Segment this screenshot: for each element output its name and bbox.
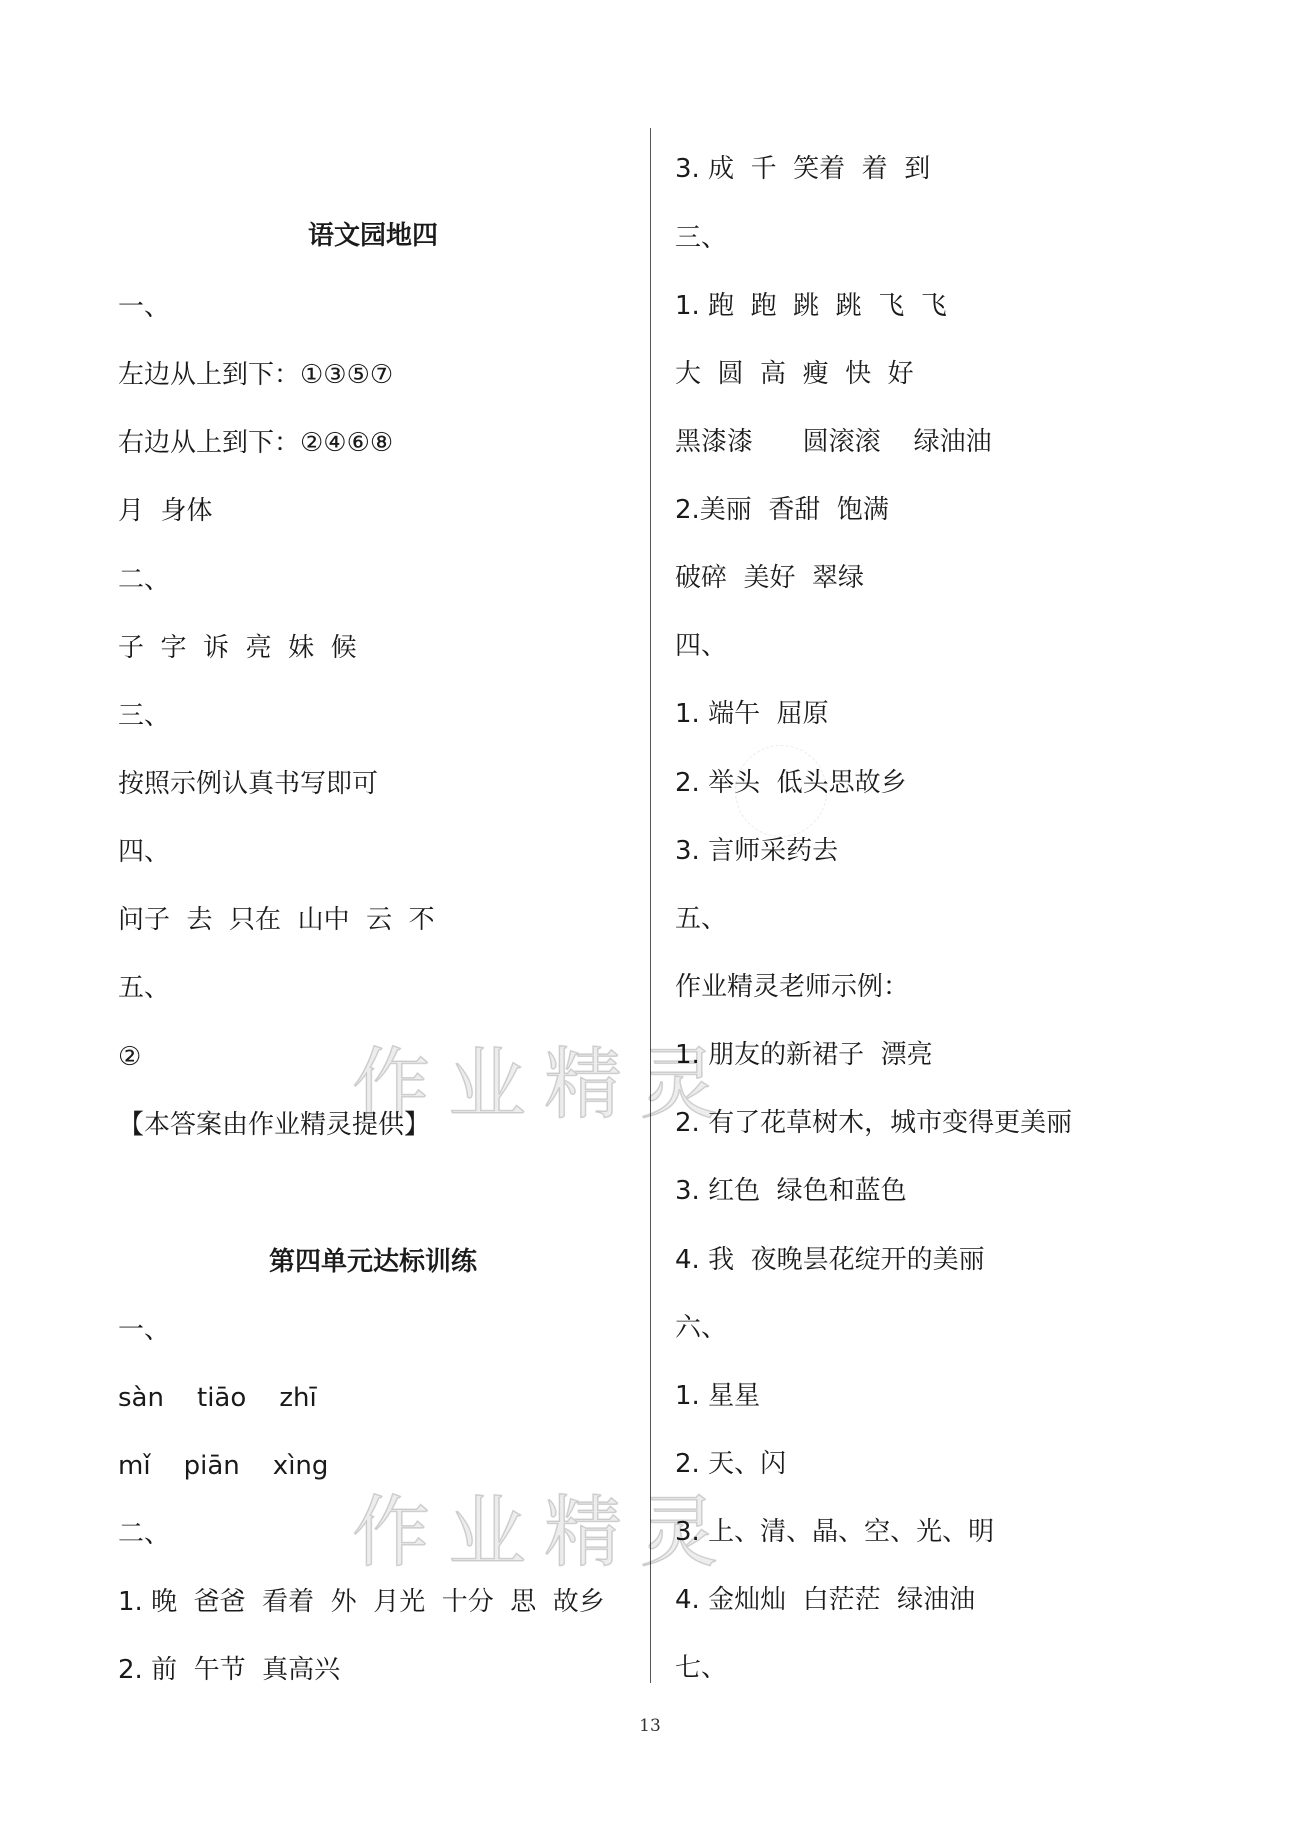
answer-line: 1. 端午 屈原 bbox=[675, 699, 829, 729]
answer-line: 1. 跑 跑 跳 跳 飞 飞 bbox=[675, 291, 947, 321]
answer-line: 3. 红色 绿色和蓝色 bbox=[675, 1176, 907, 1206]
answer-line: 1. 星星 bbox=[675, 1381, 761, 1411]
answer-line: 2. 天、闪 bbox=[675, 1449, 787, 1479]
answer-line: 大 圆 高 瘦 快 好 bbox=[675, 359, 914, 389]
answer-line: 3. 言师采药去 bbox=[675, 836, 839, 866]
answer-line: 2.美丽 香甜 饱满 bbox=[675, 495, 889, 525]
section-header: 四、 bbox=[118, 837, 171, 867]
answer-line: 4. 金灿灿 白茫茫 绿油油 bbox=[675, 1585, 976, 1615]
section-header: 一、 bbox=[118, 292, 171, 322]
answer-line: 1. 朋友的新裙子 漂亮 bbox=[675, 1040, 933, 1070]
section-header: 四、 bbox=[675, 631, 728, 661]
answer-line: ② bbox=[118, 1042, 142, 1072]
section-header: 一、 bbox=[118, 1315, 171, 1345]
answer-line: 2. 前 午节 真高兴 bbox=[118, 1655, 341, 1685]
answer-line: 3. 成 千 笑着 着 到 bbox=[675, 154, 931, 184]
answer-line: 破碎 美好 翠绿 bbox=[675, 563, 865, 593]
answer-line: 2. 有了花草树木，城市变得更美丽 bbox=[675, 1108, 1073, 1138]
section-header: 七、 bbox=[675, 1653, 728, 1683]
answer-line: 2. 举头 低头思故乡 bbox=[675, 768, 907, 798]
answer-line: 3. 上、清、晶、空、光、明 bbox=[675, 1517, 995, 1547]
section-header: 三、 bbox=[118, 701, 171, 731]
faint-stamp bbox=[735, 745, 827, 837]
section-header: 五、 bbox=[675, 904, 728, 934]
answer-line: 按照示例认真书写即可 bbox=[118, 769, 379, 799]
answer-line: 1. 晚 爸爸 看着 外 月光 十分 思 故乡 bbox=[118, 1587, 605, 1617]
section-header: 六、 bbox=[675, 1313, 728, 1343]
section-header: 三、 bbox=[675, 223, 728, 253]
answer-line: 左边从上到下：①③⑤⑦ bbox=[118, 360, 394, 390]
credit-note: 【本答案由作业精灵提供】 bbox=[118, 1110, 431, 1140]
watermark: 作业精灵 bbox=[352, 1040, 737, 1130]
answer-line: 月 身体 bbox=[118, 496, 213, 526]
pinyin-line: mǐ piān xìng bbox=[118, 1451, 329, 1481]
page-number: 13 bbox=[639, 1716, 661, 1736]
answer-line: 作业精灵老师示例： bbox=[675, 972, 910, 1002]
watermark: 作业精灵 bbox=[352, 1488, 737, 1578]
section-header: 二、 bbox=[118, 1519, 171, 1549]
section-header: 二、 bbox=[118, 565, 171, 595]
section-header: 五、 bbox=[118, 973, 171, 1003]
answer-line: 黑漆漆 圆滚滚 绿油油 bbox=[675, 427, 992, 457]
section-heading-unit-test: 第四单元达标训练 bbox=[268, 1247, 477, 1277]
answer-line: 4. 我 夜晚昙花绽开的美丽 bbox=[675, 1245, 985, 1275]
section-heading-yuwen-yuandi: 语文园地四 bbox=[307, 221, 438, 251]
answer-line: 右边从上到下：②④⑥⑧ bbox=[118, 428, 394, 458]
column-divider bbox=[650, 128, 651, 1683]
pinyin-line: sàn tiāo zhī bbox=[118, 1383, 317, 1413]
answer-line: 子 字 诉 亮 妹 候 bbox=[118, 633, 357, 663]
answer-line: 问子 去 只在 山中 云 不 bbox=[118, 905, 435, 935]
